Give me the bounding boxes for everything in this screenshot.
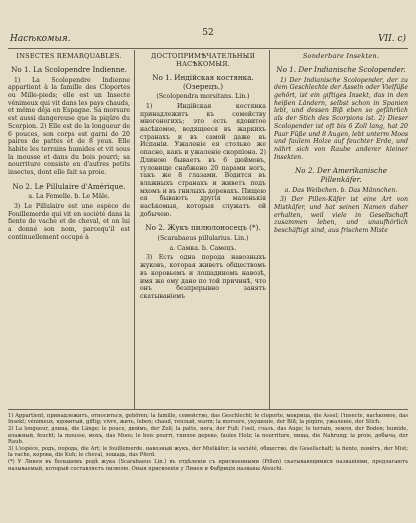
french-article-2-heading: No 2. Le Pillulaire d'Amérique. <box>12 181 126 191</box>
russian-article-1-latin: (Scolopendra morsitans. Lin.) <box>156 93 250 101</box>
german-column <box>274 52 408 235</box>
french-figure-labels: a. La Femelle. b. Le Mâle. <box>28 193 110 201</box>
footnote-star: (*) У Линея въ большомъ родѣ жука (Scarabaeus Lin.) въ отдѣленіи съ присвоенными (Pillen) скатывающимися названіями, предлагаютъ называемый, который составляетъ пилюлю. Оныя присвоенія у Линея и Фабриція названы Ateuchi. <box>8 459 408 472</box>
running-head-left: Насѣкомыя. <box>10 34 71 44</box>
russian-article-2-text: 3) Есть одна порода навозныхъ жуковъ, которая живетъ обществомъ въ коровьемъ и лошадиномъ навозѣ, имя же ему дано по той причинѣ, что онъ безпрерывно занятъ скатываніемъ <box>140 254 266 300</box>
russian-figure-labels: a. Самка. b. Самецъ. <box>169 244 237 252</box>
german-article-2-text: 3) Der Pillen-Käfer ist eine Art von Mistkäfer, und hat seinen Namen daher erhalten, weil viele in Gesellschaft zusammen leben, und unaufhörlich beschäftigt sind, aus frischem Miste <box>274 196 408 235</box>
page-number: 52 <box>202 28 214 38</box>
footnote-2: 2) La longueur, длина, die Länge; le pouce, дюймъ, der Zoll; la patte, нога, der Fuß; l'oeil, глазъ, das Auge; le terrain, земля, der Boden; humide, влажный, feucht; la mousse, мохъ, das Moos; le bois pourri, гнилое дерево, faules Holz; la nourriture, пища, die Nahrung; la proie, добыча, der Raub. <box>8 426 408 445</box>
footnote-1: 1) Appartient, принадлежитъ, относиться, gehören; la famille, семейство, das Geschlecht; le cloporte, мокрица, die Assel; l'insecte, насѣкомое, das Insekt; vénimeux, ядовитый, giftig; vivre, жить, leben; chaud, теплый, warm; la morsure, укушеніе, der Biß; la piqûre, ужаленіе, der Stich. <box>8 413 408 426</box>
german-figure-labels: a. Das Weibchen. b. Das Männchen. <box>284 186 398 194</box>
footnotes <box>8 413 408 473</box>
german-title: Sonderbare Insekten. <box>302 52 380 60</box>
russian-column <box>140 52 266 301</box>
russian-article-1-heading: No 1. Индійская костянка. (Озерецъ.) <box>152 73 254 91</box>
german-article-2-heading: No 2. Der Amerikanische Pillenkäfer. <box>295 166 387 184</box>
running-head-right: VII. c) <box>378 34 406 44</box>
german-article-1-heading: No 1. Der Indianische Scolopender. <box>276 65 406 74</box>
russian-article-2-latin: (Scarabaeus pillularius. Lin.) <box>157 235 249 243</box>
russian-article-2-heading: No 2. Жукъ пилюлоносецъ (*). <box>145 223 261 233</box>
column-divider-2 <box>269 50 270 410</box>
russian-title: ДОСТОПРИМѢЧАТЕЛЬНЫЯ НАСѢКОМЫЯ. <box>151 52 255 68</box>
column-divider-1 <box>134 50 135 410</box>
footnote-rule <box>8 409 408 410</box>
french-column <box>8 52 130 242</box>
french-article-2-text: 3) Le Pillulaire est une espèce de Fouillemerde qui vit en société dans la fiente de vache et de cheval, et on lui a donné son nom, parcequ'il est continuellement occupé à <box>8 203 130 241</box>
header-rule <box>8 48 408 49</box>
french-title: INSECTES REMARQUABLES. <box>16 52 122 60</box>
german-article-1-text: 1) Der Indianische Scolopender, der zu dem Geschlechte der Asseln oder Vielfüße gehört, ist ein giftiges Insekt, das in den heißen Ländern, selbst schon in Spanien lebt, und dessen Biß eben so gefährlich als der Stich des Scorpions ist. 2) Dieser Scolopender ist oft bis 6 Zoll lang, hat 20 Paar Füße und 8 Augen, lebt unterm Moos und faulem Holze auf feuchter Erde, und nährt sich von Raube anderer kleiner Insekten. <box>274 76 408 161</box>
russian-article-1-text: 1) Индійская костянка принадлежитъ къ семейству многоногихъ; это есть ядовитое насѣкомое, водящееся въ жаркихъ странахъ и въ самой даже въ Испаніи. Ужаленіе ея столько же опасно, какъ и ужаленіе скорпіона. 2) Длиною бываетъ въ 6 дюймовъ, туловище снабжено 20 парами ногъ, такъ же 8 глазами. Водится въ влажныхъ странахъ и живетъ подъ мхомъ и въ гнилыхъ деревахъ. Пищею ея бываютъ другія маленькія насѣкомыя, которыя служатъ ей добычею. <box>140 102 266 218</box>
french-article-1-text: 1) La Scolopendre Indienne appartient à la famille des Cloportes ou Mille-pieds; elle est un Insecte vénimeux qui vit dans les pays chauds, et même déja en Espagne. Sa morsure est aussi dangereuse que la piqûre du Scorpion. 2) Elle est de la longueur de 6 pouces, son corps est garni de 20 paires de pattes et de 8 yeux. Elle habite les terrains humides et vit sous la mousse et dans du bois pourri; sa nourriture consiste en d'autres petits insectes, dont elle fait sa proie. <box>8 76 130 177</box>
footnote-3: 3) L'espèce, родъ, порода, die Art; le fouillemerde, навозный жукъ, der Mistkäfer; la société, общество, die Gesellschaft; la fiente, помётъ, der Mist; la vache, корова, die Kuh; le cheval, лошадь, das Pferd. <box>8 446 408 459</box>
french-article-1-heading: No 1. La Scolopendre Indienne. <box>11 65 127 74</box>
